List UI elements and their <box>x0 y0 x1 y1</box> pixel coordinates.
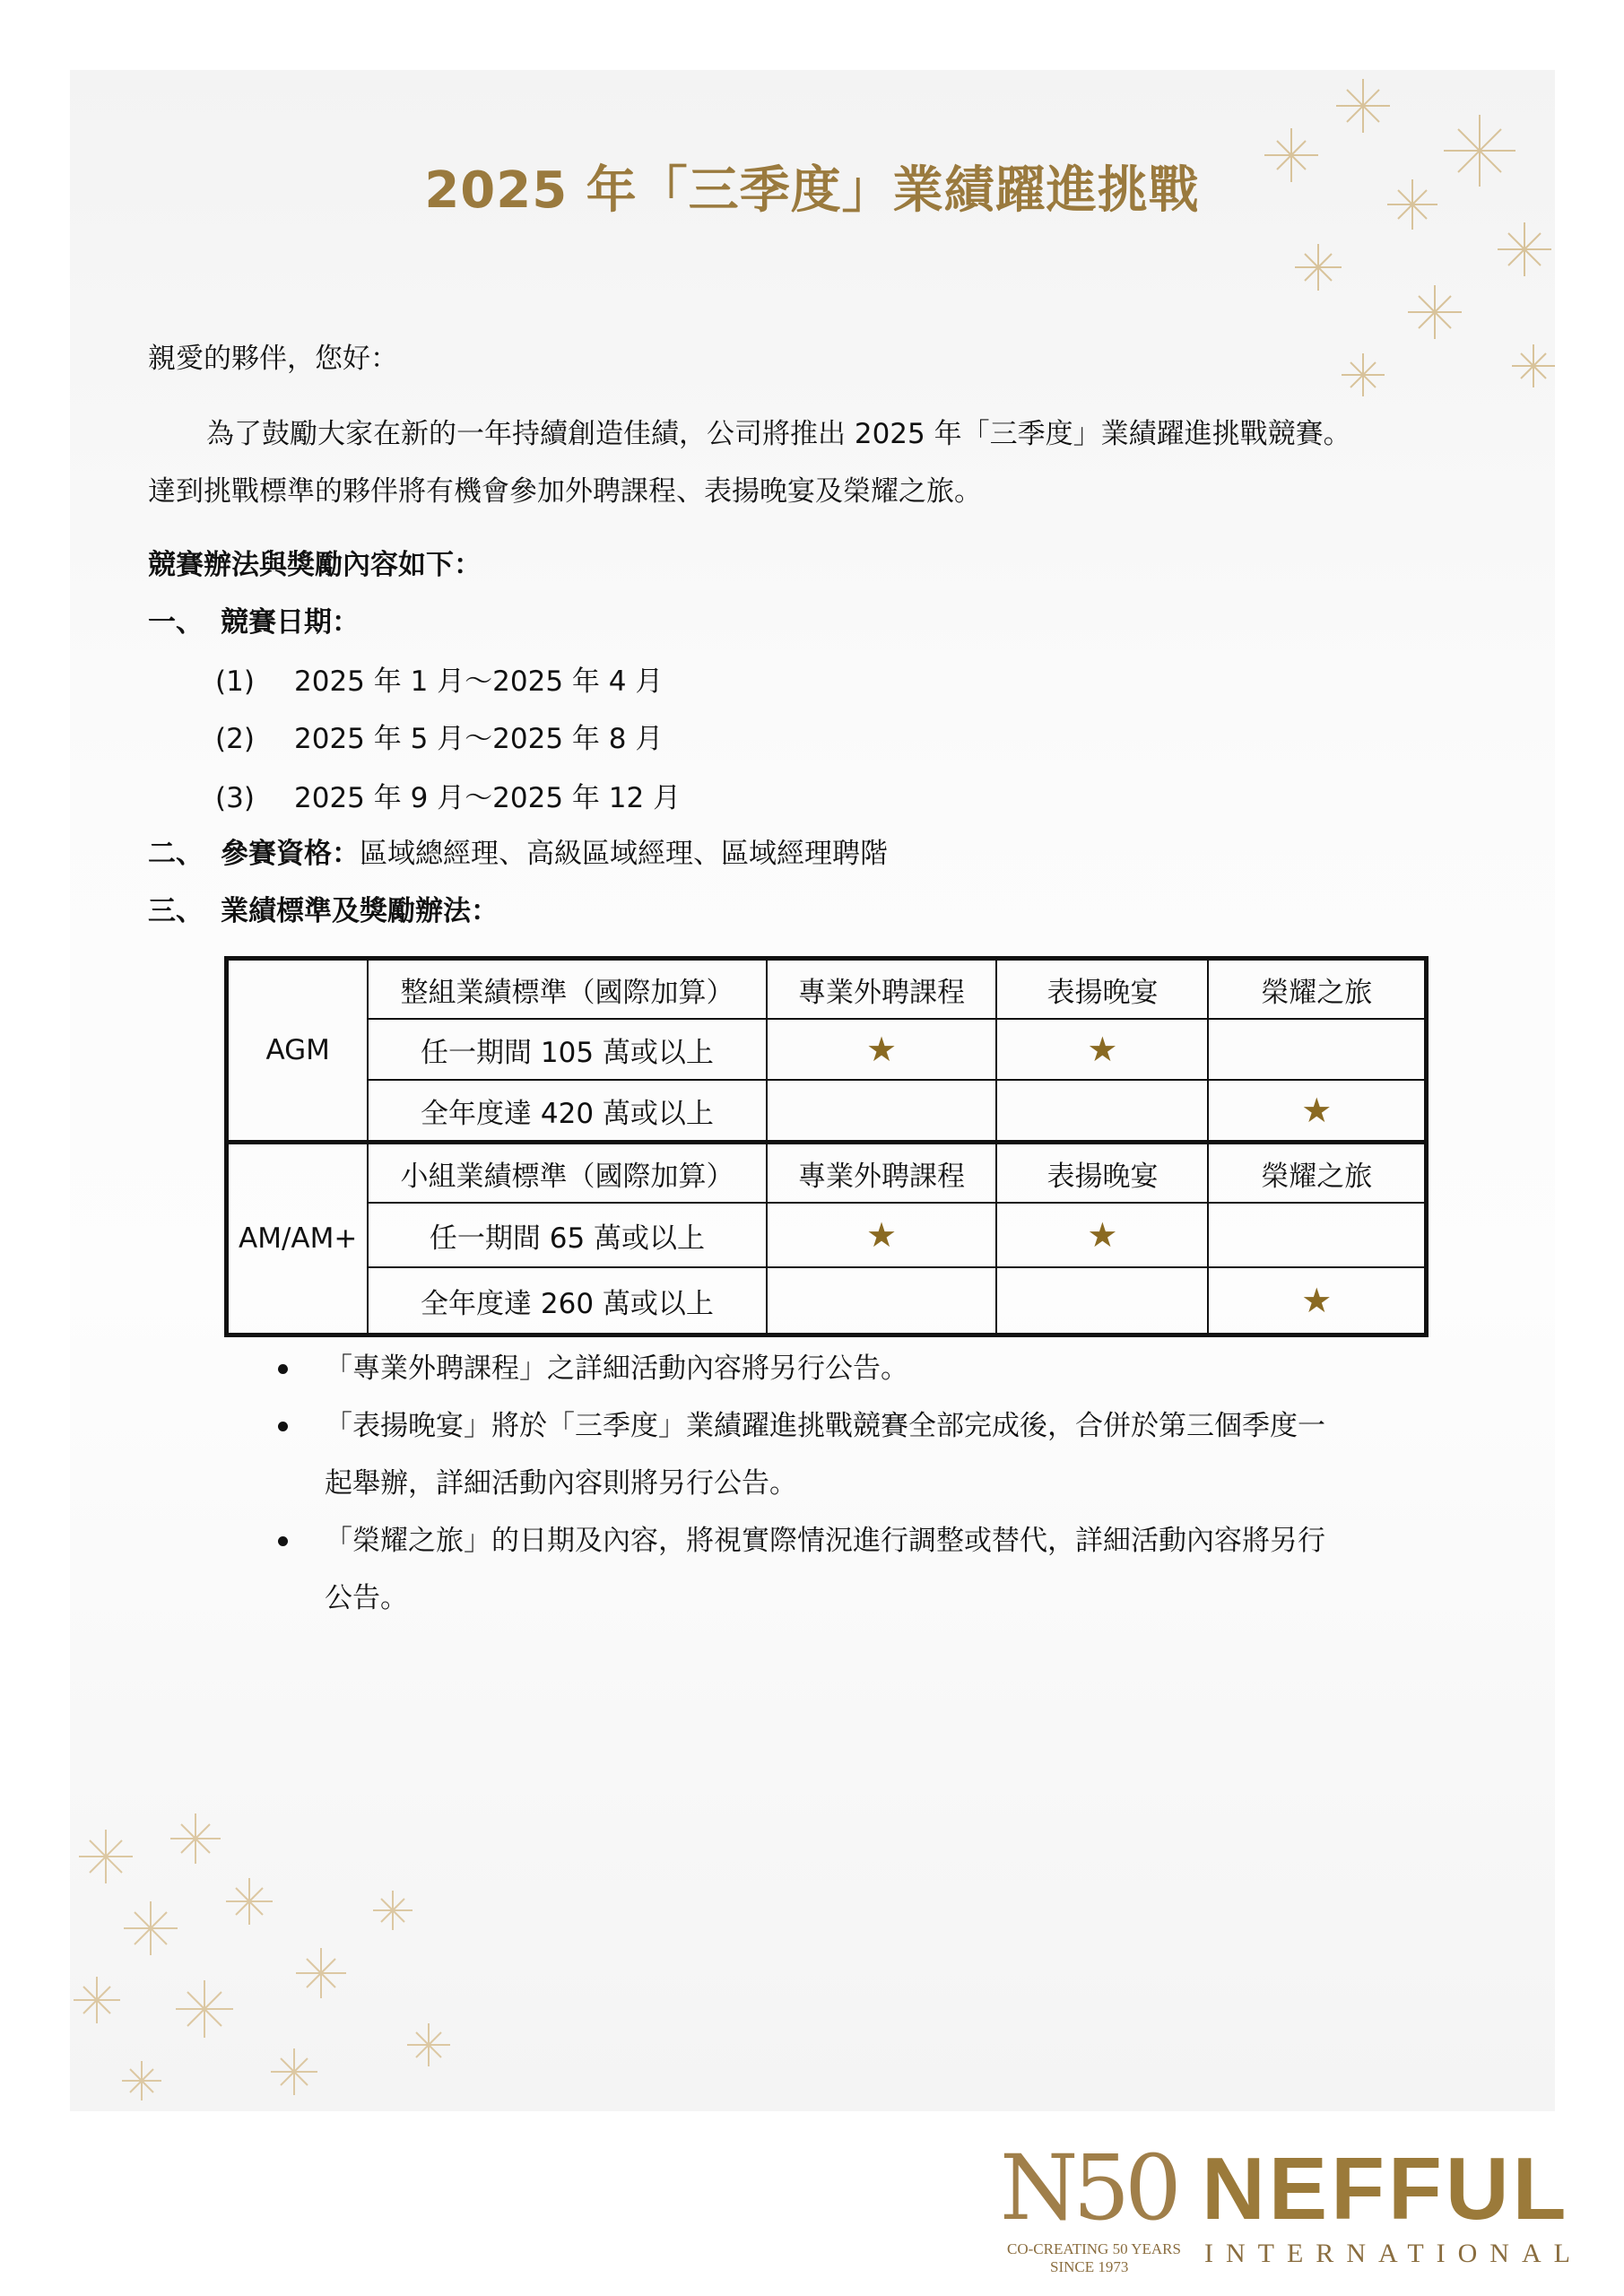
note-3-line-1: 「榮耀之旅」的日期及內容，將視實際情況進行調整或替代，詳細活動內容將另行 <box>325 1525 1325 1557</box>
section3-label: 業績標準及獎勵辦法： <box>221 895 499 927</box>
note-1: 「專業外聘課程」之詳細活動內容將另行公告。 <box>325 1352 908 1385</box>
bullet-icon <box>278 1536 288 1546</box>
table-row <box>227 1267 1427 1335</box>
star-icon: ★ <box>767 1019 997 1080</box>
trip-header: 榮耀之旅 <box>1208 1143 1426 1204</box>
bullet-icon <box>278 1422 288 1431</box>
note-3-line-2: 公告。 <box>325 1582 408 1614</box>
empty-cell <box>1208 1203 1426 1267</box>
criteria-cell: 全年度達 420 萬或以上 <box>368 1080 766 1143</box>
sparkle-decoration-top-right <box>1255 70 1560 420</box>
award-table <box>224 956 1429 1337</box>
criteria-header: 小組業績標準（國際加算） <box>368 1143 766 1204</box>
section1-number: 一、 <box>148 606 204 639</box>
intro-line-1: 為了鼓勵大家在新的一年持續創造佳績，公司將推出 2025 年「三季度」業績躍進挑戰競賽。 <box>206 418 1351 450</box>
rules-heading: 競賽辦法與獎勵內容如下： <box>148 549 482 581</box>
n50-since: SINCE 1973 <box>1050 2258 1129 2275</box>
section2-number: 二、 <box>148 838 204 870</box>
criteria-cell: 任一期間 65 萬或以上 <box>368 1203 766 1267</box>
section2-label: 參賽資格： <box>221 838 360 870</box>
empty-cell <box>996 1080 1208 1143</box>
table-row <box>227 1019 1427 1080</box>
table-row <box>227 1143 1427 1204</box>
brand-name: NEFFUL <box>1202 2139 1570 2238</box>
note-2-line-2: 起舉辦，詳細活動內容則將另行公告。 <box>325 1467 797 1500</box>
bullet-icon <box>278 1364 288 1374</box>
table-row <box>227 959 1427 1020</box>
period-2-index: (2) <box>215 723 255 755</box>
section1-label: 競賽日期： <box>221 606 360 639</box>
empty-cell <box>1208 1019 1426 1080</box>
period-1-text: 2025 年 1 月～2025 年 4 月 <box>294 665 664 698</box>
period-2-text: 2025 年 5 月～2025 年 8 月 <box>294 723 664 755</box>
period-3-text: 2025 年 9 月～2025 年 12 月 <box>294 782 682 814</box>
course-header: 專業外聘課程 <box>767 1143 997 1204</box>
dinner-header: 表揚晚宴 <box>996 959 1208 1020</box>
period-1-index: (1) <box>215 665 255 698</box>
section3-number: 三、 <box>148 895 204 927</box>
star-icon: ★ <box>767 1203 997 1267</box>
company-logo <box>1000 2135 1583 2278</box>
table-row <box>227 1203 1427 1267</box>
star-icon: ★ <box>1208 1267 1426 1335</box>
rank-cell-am: AM/AM+ <box>227 1143 369 1335</box>
n50-logo-mark: N50 <box>1000 2135 1177 2240</box>
n50-tagline: CO-CREATING 50 YEARS <box>1007 2240 1181 2257</box>
note-2-line-1: 「表揚晚宴」將於「三季度」業績躍進挑戰競賽全部完成後，合併於第三個季度一 <box>325 1410 1325 1442</box>
star-icon: ★ <box>996 1019 1208 1080</box>
brand-subtitle: INTERNATIONAL <box>1204 2239 1583 2268</box>
intro-line-2: 達到挑戰標準的夥伴將有機會參加外聘課程、表揚晚宴及榮耀之旅。 <box>148 475 982 508</box>
empty-cell <box>767 1267 997 1335</box>
criteria-header: 整組業績標準（國際加算） <box>368 959 766 1020</box>
course-header: 專業外聘課程 <box>767 959 997 1020</box>
sparkle-decoration-bottom-left <box>70 1803 482 2108</box>
star-icon: ★ <box>996 1203 1208 1267</box>
section2-text: 區域總經理、高級區域經理、區域經理聘階 <box>360 838 888 870</box>
greeting: 親愛的夥伴，您好： <box>148 343 398 375</box>
criteria-cell: 全年度達 260 萬或以上 <box>368 1267 766 1335</box>
star-icon: ★ <box>1208 1080 1426 1143</box>
table-row <box>227 1080 1427 1143</box>
page-title: 2025 年「三季度」業績躍進挑戰 <box>424 161 1200 220</box>
section2-line <box>221 834 888 874</box>
dinner-header: 表揚晚宴 <box>996 1143 1208 1204</box>
period-3-index: (3) <box>215 782 255 814</box>
empty-cell <box>767 1080 997 1143</box>
rank-cell-agm: AGM <box>227 959 369 1143</box>
empty-cell <box>996 1267 1208 1335</box>
trip-header: 榮耀之旅 <box>1208 959 1426 1020</box>
criteria-cell: 任一期間 105 萬或以上 <box>368 1019 766 1080</box>
